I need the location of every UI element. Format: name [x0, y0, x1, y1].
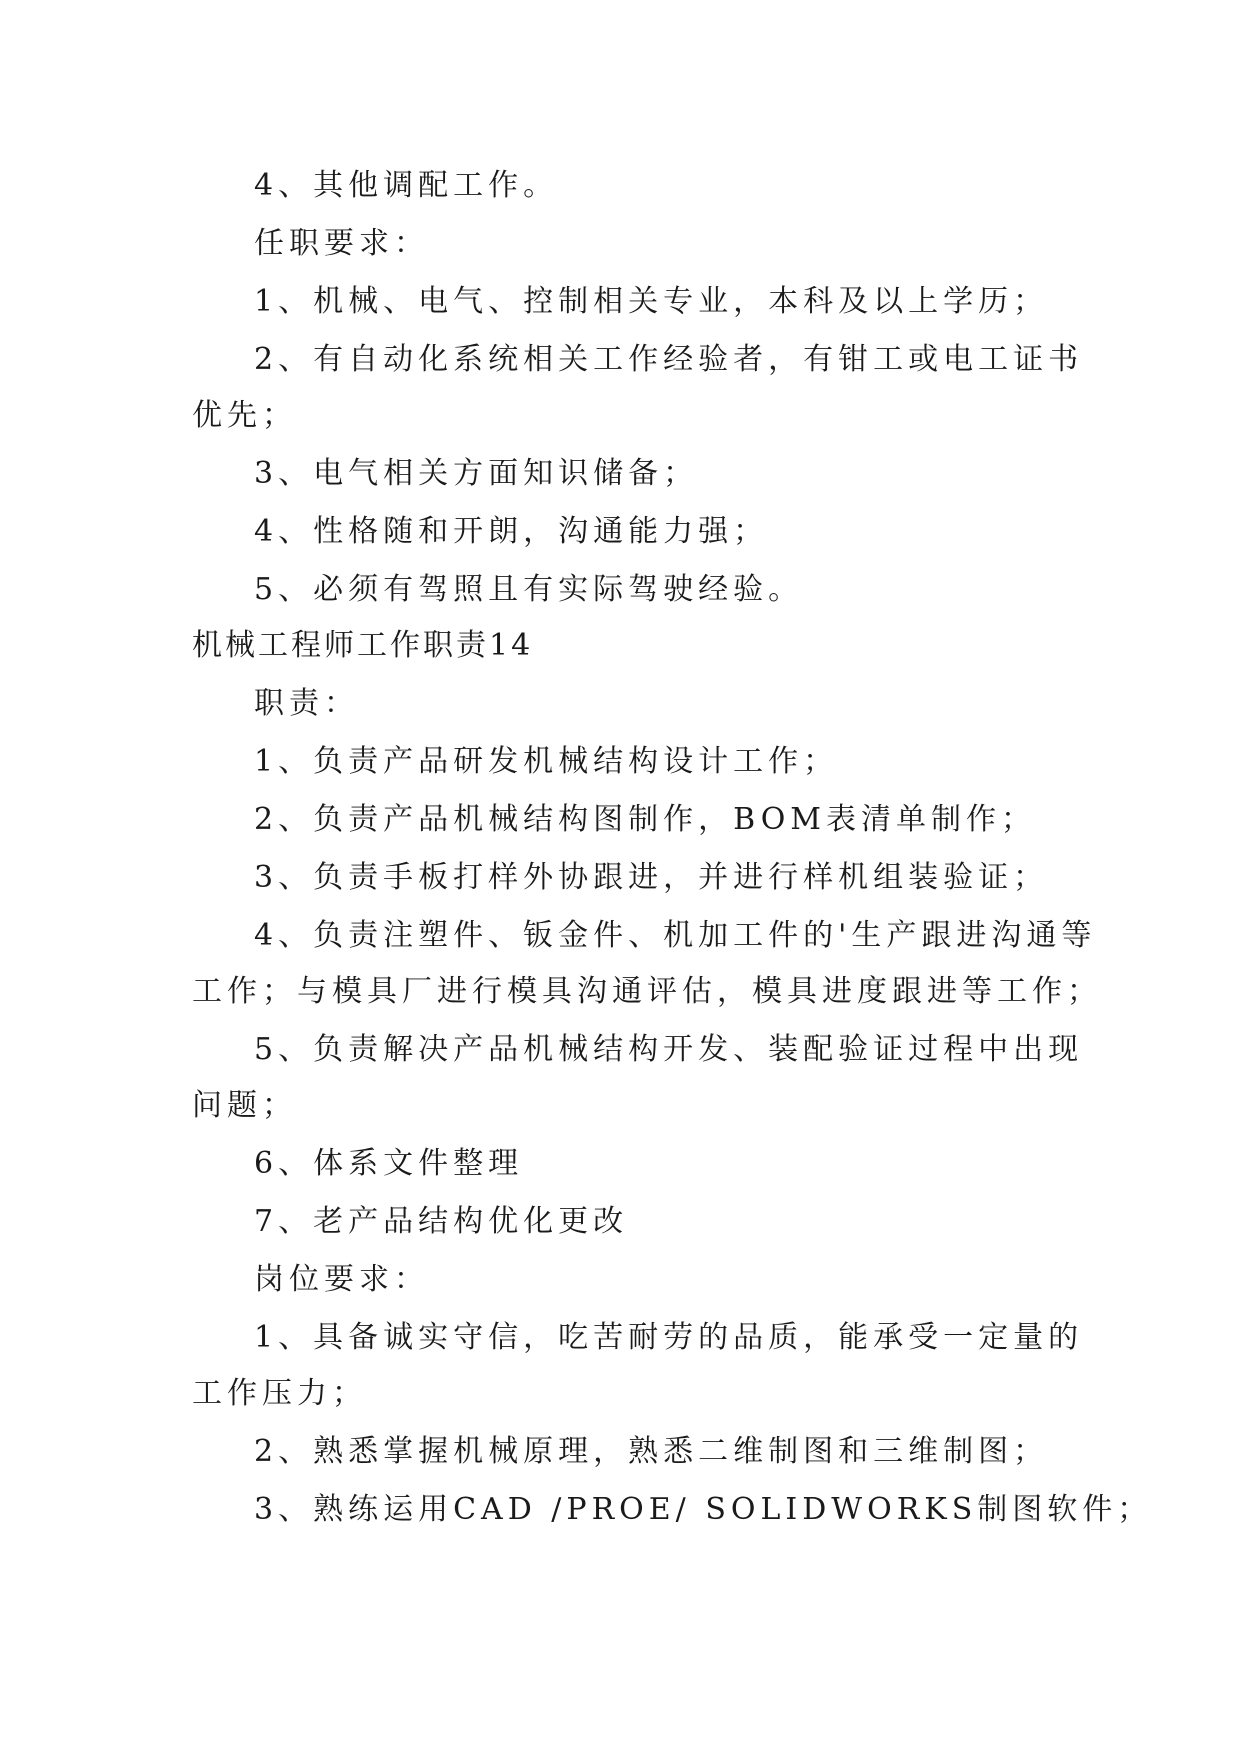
- list-item: 7、老产品结构优化更改: [254, 1204, 629, 1239]
- list-item-continuation: 问题；: [192, 1088, 297, 1123]
- list-item: 4、性格随和开朗，沟通能力强；: [254, 514, 769, 549]
- list-item: 3、电气相关方面知识储备；: [254, 456, 699, 491]
- list-item: 4、负责注塑件、钣金件、机加工件的'生产跟进沟通等: [254, 918, 1097, 953]
- list-item: 2、有自动化系统相关工作经验者，有钳工或电工证书: [254, 342, 1084, 377]
- list-item: 6、体系文件整理: [254, 1146, 524, 1181]
- list-item: 3、熟练运用CAD /PROE/ SOLIDWORKS制图软件；: [254, 1492, 1153, 1527]
- list-item: 2、熟悉掌握机械原理，熟悉二维制图和三维制图；: [254, 1434, 1049, 1469]
- list-item-continuation: 工作压力；: [192, 1376, 367, 1411]
- list-item: 5、负责解决产品机械结构开发、装配验证过程中出现: [254, 1032, 1084, 1067]
- list-item: 1、具备诚实守信，吃苦耐劳的品质，能承受一定量的: [254, 1320, 1084, 1355]
- list-item: 2、负责产品机械结构图制作，BOM表清单制作；: [254, 802, 1037, 837]
- list-item: 3、负责手板打样外协跟进，并进行样机组装验证；: [254, 860, 1049, 895]
- paragraph-line: 4、其他调配工作。: [254, 168, 559, 203]
- section-label-requirements: 任职要求：: [254, 226, 429, 261]
- section-label-duties: 职责：: [254, 686, 359, 721]
- list-item: 1、机械、电气、控制相关专业，本科及以上学历；: [254, 284, 1049, 319]
- list-item-continuation: 优先；: [192, 398, 297, 433]
- list-item-continuation: 工作；与模具厂进行模具沟通评估，模具进度跟进等工作；: [192, 974, 1102, 1009]
- section-label-position-requirements: 岗位要求：: [254, 1262, 429, 1297]
- list-item: 5、必须有驾照且有实际驾驶经验。: [254, 572, 804, 607]
- list-item: 1、负责产品研发机械结构设计工作；: [254, 744, 839, 779]
- section-heading: 机械工程师工作职责14: [192, 628, 534, 663]
